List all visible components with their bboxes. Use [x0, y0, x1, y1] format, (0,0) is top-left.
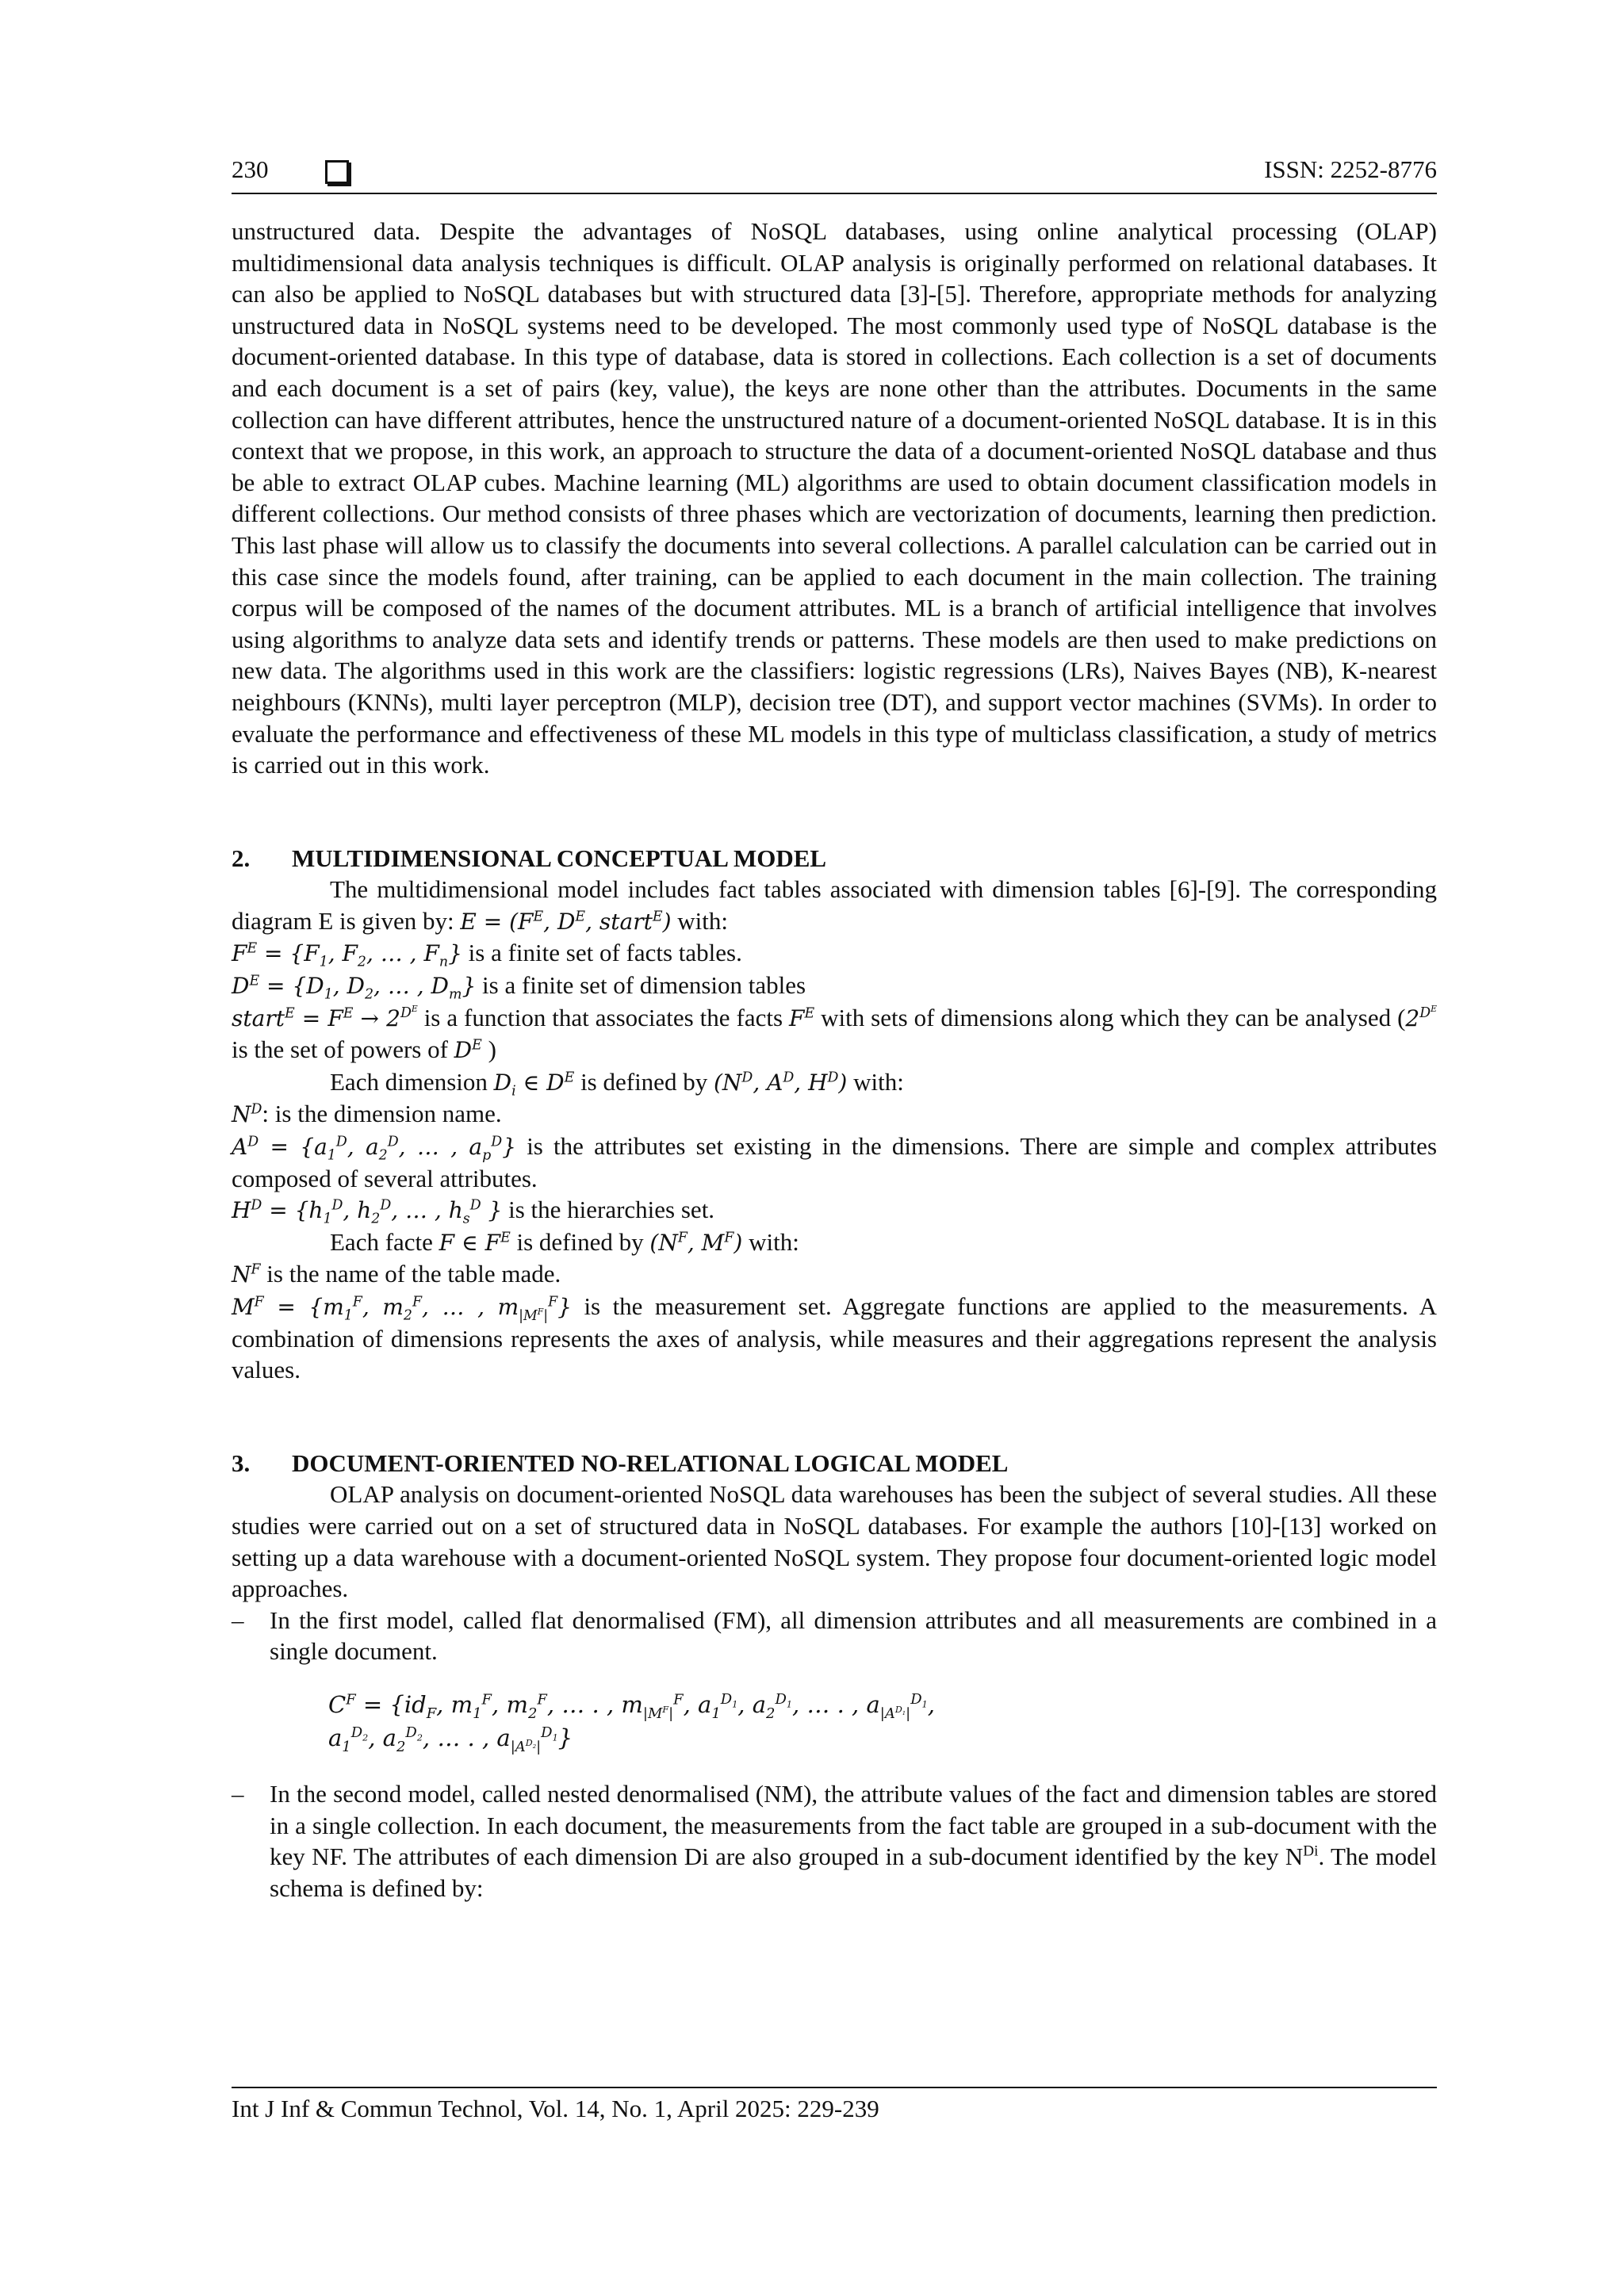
dimensions-set-definition: $D^E = \{D_1$, $D_2$, … , $D_m$} is a finite set of dimension tables	[232, 971, 806, 1003]
section-2-heading: 2. MULTIDIMENSIONAL CONCEPTUAL MODEL	[232, 844, 827, 872]
intro-paragraph: unstructured data. Despite the advantages of NoSQL databases, using online analytical processing (OLAP) multidimensional data analysis techniques is difficult. OLAP analysis is originally performed on relational databases. It can also be applied to NoSQL databases but with structured data [3]-[5]. Therefore, appropriate methods for analyzing unstructured data in NoSQL systems need to be developed. The most commonly used type of NoSQL database is the document-oriented database. In this type of database, data is stored in collections. Each collection is a set of documents and each document is a set of pairs (key, value), the keys are none other than the attributes. Documents in the same collection can have different attributes, hence the unstructured nature of a document-oriented NoSQL database. It is in this context that we propose, in this work, an approach to structure the data of a document-oriented NoSQL database and thus be able to extract OLAP cubes. Machine learning (ML) algorithms are used to obtain document classification models in different collections. Our method consists of three phases which are vectorization of documents, learning then prediction. This last phase will allow us to classify the documents into several collections. A parallel calculation can be carried out in this case since the models found, after training, can be applied to each document in the main collection. The training corpus will be composed of the names of the document attributes. ML is a branch of artificial intelligence that involves using algorithms to analyze data sets and identify trends or patterns. These models are then used to make predictions on new data. The algorithms used in this work are the classifiers: logistic regressions (LRs), Naives Bayes (NB), K-nearest neighbours (KNNs), multi layer perceptron (MLP), decision tree (DT), and support vector machines (SVMs). In order to evaluate the performance and effectiveness of these ML models in this type of multiclass classification, a study of metrics is carried out in this work.	[232, 217, 1437, 779]
dimension-name-definition: $N^D$: is the dimension name.	[232, 1100, 502, 1128]
fact-definition: Each facte F ∈ $F^E$ is defined by ($N^F$, $M^F$) with:	[330, 1227, 799, 1256]
page-body	[232, 216, 1437, 1904]
list-item-flat-model: – In the first model, called flat denormalised (FM), all dimension attributes and all measurements are combined in a single document.	[232, 1605, 1437, 1666]
section-2-paragraph: The multidimensional model includes fact tables associated with dimension tables [6]-[9]. The corresponding diagram E is given by: $E = (F^E$, $D^E$, start$^E$) with:	[232, 875, 1437, 935]
page-number: 230	[232, 155, 269, 183]
dimension-definition: Each dimension $D_i$ ∈ $D^E$ is defined by ($N^D$, $A^D$, $H^D$) with:	[330, 1067, 904, 1100]
section-3-paragraph: OLAP analysis on document-oriented NoSQL data warehouses has been the subject of several studies. All these studies were carried out on a set of structured data in NoSQL databases. For example the authors [10]-[13] worked on setting up a data warehouse with a document-oriented NoSQL system. They propose four document-oriented logic model approaches.	[232, 1480, 1437, 1603]
checkbox-square-icon	[325, 160, 349, 184]
header-rule	[232, 193, 1437, 194]
facts-set-definition: $F^E = \{F_1$, $F_2$, … , $F_n$} is a finite set of facts tables.	[232, 939, 742, 971]
list-item-nested-model: – In the second model, called nested denormalised (NM), the attribute values of the fact and dimension tables are stored in a single collection. In each document, the measurements from the fact table are grouped in a sub-document with the key NF. The attributes of each dimension Di are also grouped in a sub-document identified by the key $N^{Di}$. The model schema is defined by:	[232, 1779, 1437, 1902]
hierarchies-set-definition: $H^D = \{h_1^D$, $h_2^D$, … , $h_s^D$ } is the hierarchies set.	[232, 1196, 715, 1227]
fact-name-definition: $N^F$ is the name of the table made.	[232, 1260, 561, 1288]
start-function-definition: start$^E$ = $F^E \to 2DE$ is a function that associates the facts $F^E$ with sets of dimensions along which they can be analysed (2DE is the set of powers of $D^E$ )	[232, 1003, 1438, 1064]
measurement-set-definition: $M^F = \{m_1^F$, $m_2^F$, … , $m_{|M^F|}^F$} is the measurement set. Aggregate functions are applied to the measurements. A combination of dimensions represents the axes of analysis, while measures and their aggregations represent the analysis values.	[232, 1292, 1437, 1384]
footer-rule	[232, 2087, 1437, 2088]
attributes-set-definition: $A^D = \{a_1^D$, $a_2^D$, … , $a_p^D$} is the attributes set existing in the dimensions. There are simple and complex attributes composed of several attributes.	[232, 1132, 1438, 1192]
section-3-heading: 3. DOCUMENT-ORIENTED NO-RELATIONAL LOGICAL MODEL	[232, 1448, 1009, 1477]
issn-label: ISSN: 2252-8776	[1264, 155, 1437, 183]
page-header	[232, 155, 1437, 190]
flat-model-formula: $C^F = \{id_F$, $m_1^F$, $m_2^F$, … . , $m_{|M^F|}^F$, $a_1^{D_1}$, $a_2^{D_1}$, … . , $a_{|A^{D_1}|}^{D_1}$, $a_1^{D_2}$, $a_2^{D_2}$, … . , $a_{|A^{D_2}|}^{D_1}$}	[328, 1690, 935, 1755]
footer-citation: Int J Inf & Commun Technol, Vol. 14, No. 1, April 2025: 229-239	[232, 2095, 879, 2122]
